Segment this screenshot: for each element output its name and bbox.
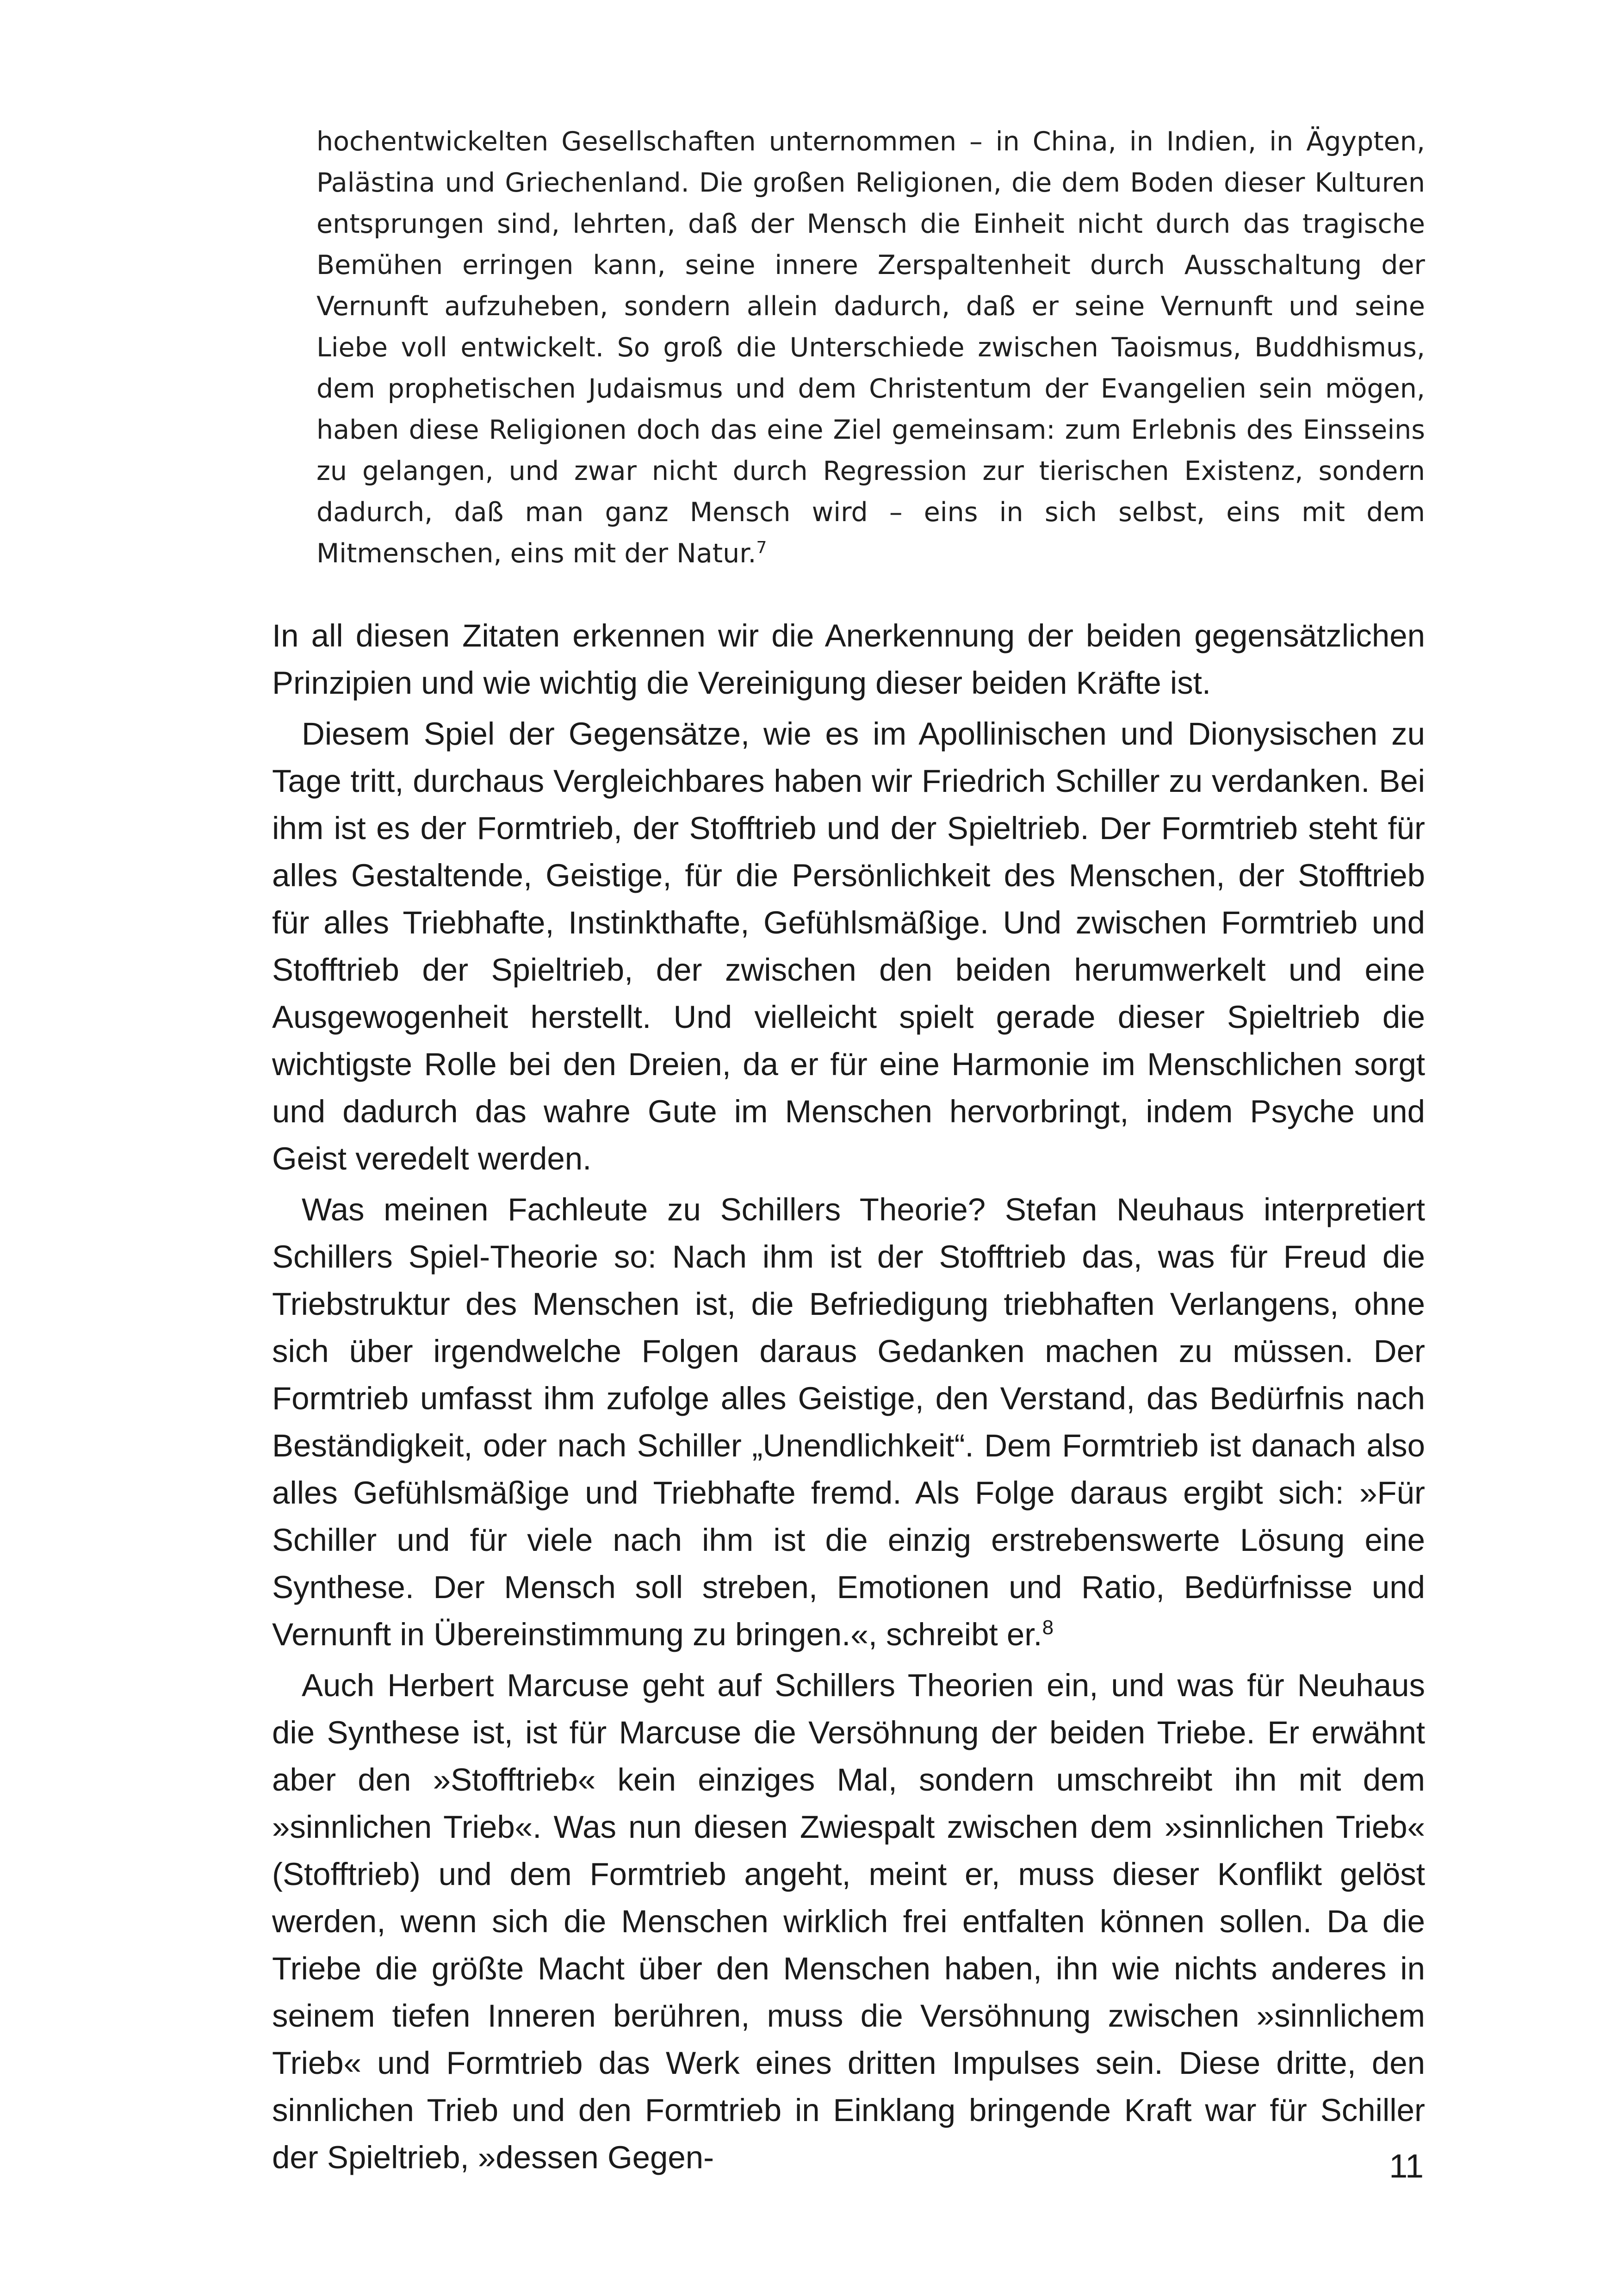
paragraph-3 (272, 1186, 1425, 1658)
page-number: 11 (1389, 2148, 1424, 2185)
body-text (272, 604, 1425, 2181)
footnote-marker-7: 7 (756, 538, 767, 557)
footnote-marker-8: 8 (1042, 1616, 1054, 1639)
paragraph-2-text: Diesem Spiel der Gegensätze, wie es im Apollinischen und Dionysischen zu Tage tritt, durchaus Vergleichbares haben wir Friedrich Schiller zu verdanken. Bei ihm ist es der Formtrieb, der Stofftrieb und der Spieltrieb. Der Formtrieb steht für alles Gestaltende, Geistige, für die Persönlichkeit des Menschen, der Stofftrieb für alles Triebhafte, Instinkthafte, Gefühlsmäßige. Und zwischen Formtrieb und Stofftrieb der Spieltrieb, der zwischen den beiden herumwerkelt und eine Ausgewogenheit herstellt. Und vielleicht spielt gerade dieser Spieltrieb die wichtigste Rolle bei den Dreien, da er für eine Harmonie im Menschlichen sorgt und dadurch das wahre Gute im Menschen hervorbringt, indem Psyche und Geist veredelt werden. (272, 716, 1425, 1176)
paragraph-4-text: Auch Herbert Marcuse geht auf Schillers Theorien ein, und was für Neuhaus die Synthese ist, ist für Marcuse die Versöhnung der beiden Triebe. Er erwähnt aber den »Stofftrieb« kein einziges Mal, sondern umschreibt ihn mit dem »sinnlichen Trieb«. Was nun diesen Zwiespalt zwischen dem »sinnlichen Trieb« (Stofftrieb) und dem Formtrieb angeht, meint er, muss dieser Konflikt gelöst werden, wenn sich die Menschen wirklich frei entfalten können sollen. Da die Triebe die größte Macht über den Menschen haben, ihn wie nichts anderes in seinem tiefen Inneren berühren, muss die Versöhnung zwischen »sinnlichem Trieb« und Formtrieb das Werk eines dritten Impulses sein. Diese dritte, den sinnlichen Trieb und den Formtrieb in Einklang bringende Kraft war für Schiller der Spieltrieb, »dessen Gegen- (272, 1668, 1425, 2175)
block-quote-text: hochentwickelten Gesellschaften unternommen – in China, in Indien, in Ägypten, Palästina und Griechenland. Die großen Religionen, die dem Boden dieser Kulturen entsprungen sind, lehrten, daß der Mensch die Einheit nicht durch das tragische Bemühen erringen kann, seine innere Zerspaltenheit durch Ausschaltung der Vernunft aufzuheben, sondern allein dadurch, daß er seine Vernunft und seine Liebe voll entwickelt. So groß die Unterschiede zwischen Taoismus, Buddhismus, dem prophetischen Judaismus und dem Christentum der Evangelien sein mögen, haben diese Religionen doch das eine Ziel gemeinsam: zum Erlebnis des Einsseins zu gelangen, und zwar nicht durch Regression zur tierischen Existenz, sondern dadurch, daß man ganz Mensch wird – eins in sich selbst, eins mit dem Mitmenschen, eins mit der Natur. (316, 126, 1425, 569)
paragraph-2 (272, 710, 1425, 1182)
paragraph-1 (272, 612, 1425, 707)
block-quote (316, 121, 1425, 574)
paragraph-3-text: Was meinen Fachleute zu Schillers Theorie? Stefan Neuhaus interpretiert Schillers Spiel-Theorie so: Nach ihm ist der Stofftrieb das, was für Freud die Triebstruktur des Menschen ist, die Befriedigung triebhaften Verlangens, ohne sich über irgendwelche Folgen daraus Gedanken machen zu müssen. Der Formtrieb umfasst ihm zufolge alles Geistige, den Verstand, das Bedürfnis nach Beständigkeit, oder nach Schiller „Unendlichkeit“. Dem Formtrieb ist danach also alles Gefühlsmäßige und Triebhafte fremd. Als Folge daraus ergibt sich: »Für Schiller und für viele nach ihm ist die einzig erstrebenswerte Lösung eine Synthese. Der Mensch soll streben, Emotionen und Ratio, Bedürfnisse und Vernunft in Übereinstimmung zu bringen.«, schreibt er. (272, 1192, 1425, 1652)
paragraph-1-text: In all diesen Zitaten erkennen wir die Anerkennung der beiden gegensätzlichen Prinzipien und wie wichtig die Vereinigung dieser beiden Kräfte ist. (272, 618, 1425, 701)
paragraph-4 (272, 1662, 1425, 2181)
